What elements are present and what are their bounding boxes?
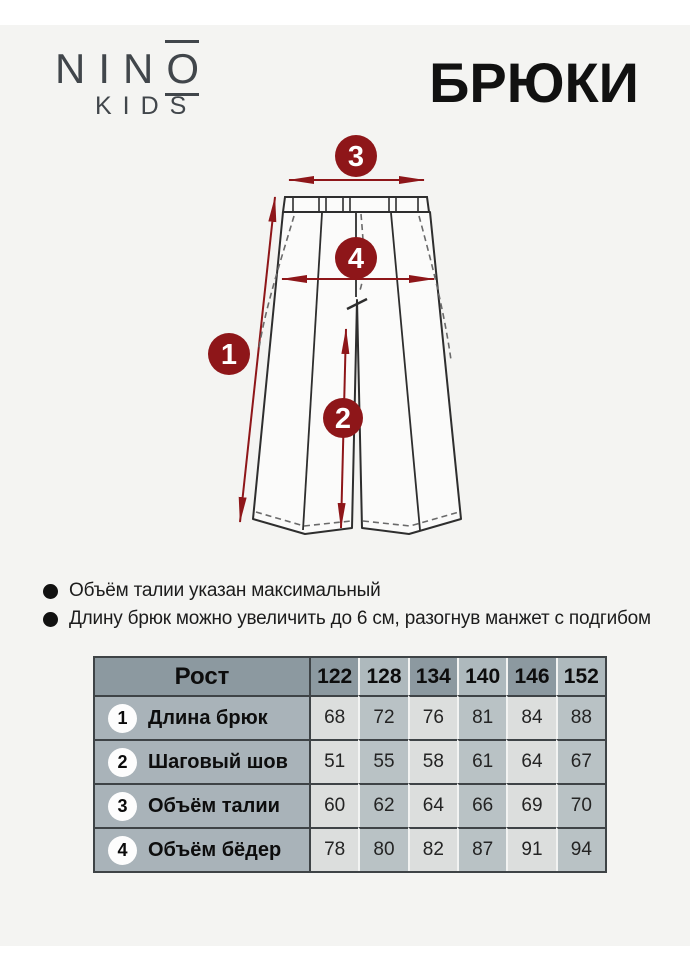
marker-1-label: 1 [220,339,238,371]
table-row-label [95,783,309,827]
table-value-cell: 87 [457,827,506,871]
bullet-icon [43,612,58,627]
table-header-size-140: 140 [457,658,506,695]
table-header-size-122: 122 [309,658,358,695]
table-value-cell: 84 [506,695,555,739]
table-value-cell: 78 [309,827,358,871]
table-value-cell: 55 [358,739,407,783]
table-value-cell: 94 [556,827,605,871]
table-header-size-146: 146 [506,658,555,695]
marker-4-label: 4 [347,243,365,275]
table-header-size-152: 152 [556,658,605,695]
table-value-cell: 82 [408,827,457,871]
table-value-cell: 66 [457,783,506,827]
brand-name-pre: NIN [55,45,167,92]
brand-logo [55,45,213,120]
trousers-diagram [180,130,500,570]
row-number-badge: 1 [108,704,137,733]
brand-name [55,45,213,92]
table-header-size-128: 128 [358,658,407,695]
table-row-label [95,695,309,739]
table-value-cell: 64 [408,783,457,827]
row-label-text: Объём бёдер [148,838,282,861]
logo-overline [165,40,199,43]
marker-3-label: 3 [347,141,365,173]
notes-list [43,577,663,633]
table-value-cell: 51 [309,739,358,783]
row-number-badge: 4 [108,836,137,865]
table-value-cell: 80 [358,827,407,871]
row-label-text: Шаговый шов [148,750,288,773]
table-row-label [95,739,309,783]
table-value-cell: 91 [506,827,555,871]
row-label-text: Длина брюк [148,706,268,729]
table-value-cell: 69 [506,783,555,827]
table-value-cell: 72 [358,695,407,739]
brand-subname: KIDS [95,92,198,120]
row-number-badge: 3 [108,792,137,821]
table-value-cell: 64 [506,739,555,783]
table-value-cell: 81 [457,695,506,739]
note-item [43,577,663,605]
note-text: Объём талии указан максимальный [69,580,381,601]
bullet-icon [43,584,58,599]
table-value-cell: 62 [358,783,407,827]
waistband [283,197,429,212]
table-value-cell: 68 [309,695,358,739]
brand-name-o: O [166,48,212,90]
table-header-rost: Рост [95,658,309,695]
note-item [43,605,663,633]
row-number-badge: 2 [108,748,137,777]
marker-2-label: 2 [334,403,352,435]
table-row-label [95,827,309,871]
size-table [93,656,607,873]
table-value-cell: 88 [556,695,605,739]
table-value-cell: 60 [309,783,358,827]
page-title: БРЮКИ [429,51,639,114]
table-value-cell: 70 [556,783,605,827]
note-text: Длину брюк можно увеличить до 6 см, разогнув манжет с подгибом [69,608,651,629]
table-value-cell: 58 [408,739,457,783]
table-value-cell: 76 [408,695,457,739]
row-label-text: Объём талии [148,794,280,817]
table-header-size-134: 134 [408,658,457,695]
table-value-cell: 67 [556,739,605,783]
table-value-cell: 61 [457,739,506,783]
